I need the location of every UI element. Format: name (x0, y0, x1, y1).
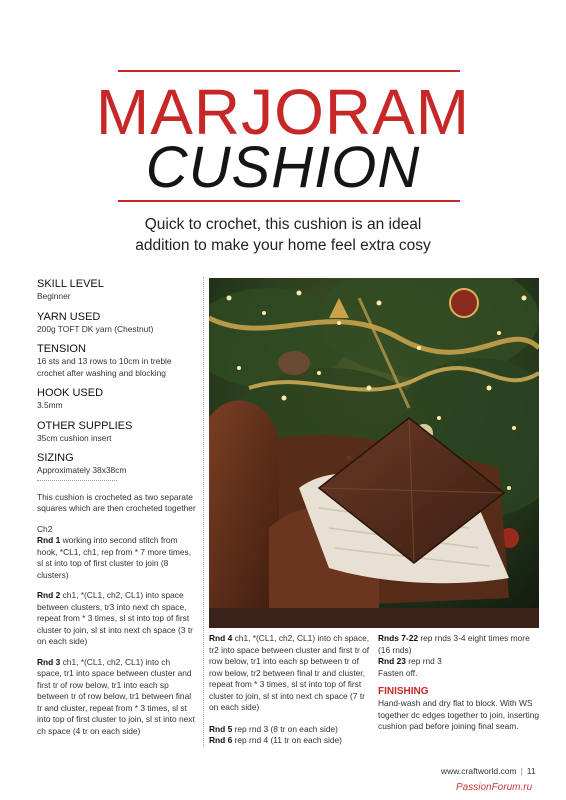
rnd-label: Rnds 7-22 (378, 633, 419, 643)
title-bottom-rule (118, 200, 460, 202)
spec-hook-used (37, 386, 197, 412)
spec-text: 3.5mm (37, 400, 63, 410)
footer-url[interactable]: www.craftworld.com (441, 766, 517, 776)
spec-text: Approximately 38x38cm (37, 465, 127, 475)
spec-tension (37, 342, 197, 379)
left-column (37, 277, 197, 746)
subtitle-line1: Quick to crochet, this cushion is an ideal (144, 216, 422, 233)
spec-yarn-used (37, 310, 197, 336)
spec-other-supplies (37, 419, 197, 445)
rnd-label: Rnd 5 (209, 723, 233, 734)
rnd-text: ch1, *(CL1, ch2, CL1) into ch space, tr1 into space between cluster and first tr of row below, tr1 into each sp between tr of row below, tr1 between final tr and cluster, repeat from * 3 times, sl st into top of first cluster to join, sl st into next ch space (4 tr on each side) (37, 656, 195, 736)
spec-skill-level (37, 277, 197, 303)
page-footer (441, 766, 536, 776)
finishing-heading: FINISHING (378, 686, 429, 697)
pattern-rnd2 (37, 590, 197, 648)
rnd-text: rep rnd 3 (8 tr on each side) (232, 723, 338, 734)
spec-text: 200g TOFT DK yarn (Chestnut) (37, 323, 154, 334)
spec-text: Beginner (37, 291, 71, 301)
rnd-text: working into second stitch from hook, *CL1, ch1, rep from * 7 more times, sl st into top of first cluster to join (8 clusters) (37, 535, 192, 580)
column-divider (203, 277, 204, 747)
right-column (378, 633, 543, 741)
rnd-text: ch1, *(CL1, ch2, CL1) into ch space, tr2 into space between cluster and first tr of row below, tr1 into each sp between tr of row below, tr2 between final tr and cluster, repeat from * 3 times, sl st into top of first cluster to join, sl st into next ch space (7 tr on each side) (209, 633, 370, 712)
cushion-photo (209, 278, 539, 628)
title-top-rule (118, 70, 460, 72)
spec-text: 35cm cushion insert (37, 432, 112, 443)
rnd-label: Rnd 4 (209, 633, 233, 643)
rnd-label: Rnd 1 (37, 535, 61, 545)
spec-heading: HOOK USED (37, 387, 104, 399)
spec-heading: TENSION (37, 343, 86, 355)
subtitle (90, 214, 476, 256)
pattern-rnds-7-23 (378, 633, 543, 679)
pattern-rnd3 (37, 657, 197, 738)
pattern-intro: This cushion is crocheted as two separate squares which are then crocheted together (37, 491, 196, 513)
footer-separator: | (520, 766, 523, 776)
rnd-label: Rnd 3 (37, 656, 61, 667)
rnd-text: rep rnds 3-4 eight times more (16 rnds) (378, 633, 530, 655)
rnd-label: Rnd 6 (209, 735, 233, 745)
finishing-text: Hand-wash and dry flat to block. With WS together dc edges together to join, inserting cushion pad before joining final seam. (378, 698, 540, 731)
middle-column (209, 633, 374, 755)
rnd-text: rep rnd 3 (405, 656, 442, 666)
page-title-line1: MARJORAM (95, 76, 471, 148)
ch2-text: Ch2 (37, 523, 53, 534)
pattern-rnd5-6 (209, 724, 374, 747)
spec-heading: SIZING (37, 452, 74, 464)
rnd-label: Rnd 2 (37, 590, 61, 600)
page-number: 11 (526, 766, 536, 776)
pattern-rnd4 (209, 633, 374, 714)
spec-heading: YARN USED (37, 310, 101, 323)
spec-sizing (37, 451, 197, 477)
page-title-line2: CUSHION (145, 135, 421, 200)
fasten-off-text: Fasten off. (378, 667, 418, 678)
rnd-label: Rnd 23 (378, 656, 406, 666)
subtitle-line2: addition to make your home feel extra cosy (135, 237, 431, 254)
watermark: PassionForum.ru (456, 782, 533, 793)
rnd-text: rep rnd 4 (11 tr on each side) (232, 735, 342, 745)
dotted-divider (37, 480, 117, 481)
spec-heading: SKILL LEVEL (37, 278, 104, 290)
spec-heading: OTHER SUPPLIES (37, 419, 133, 432)
rnd-text: ch1, *(CL1, ch2, CL1) into space between clusters, tr3 into next ch space, repeat from * 3 times, sl st into top of first cluster to join, sl st into next ch space (3 tr on each side) (37, 590, 193, 646)
spec-text: 16 sts and 13 rows to 10cm in treble crochet after washing and blocking (37, 356, 172, 378)
pattern-rnd1 (37, 524, 197, 582)
